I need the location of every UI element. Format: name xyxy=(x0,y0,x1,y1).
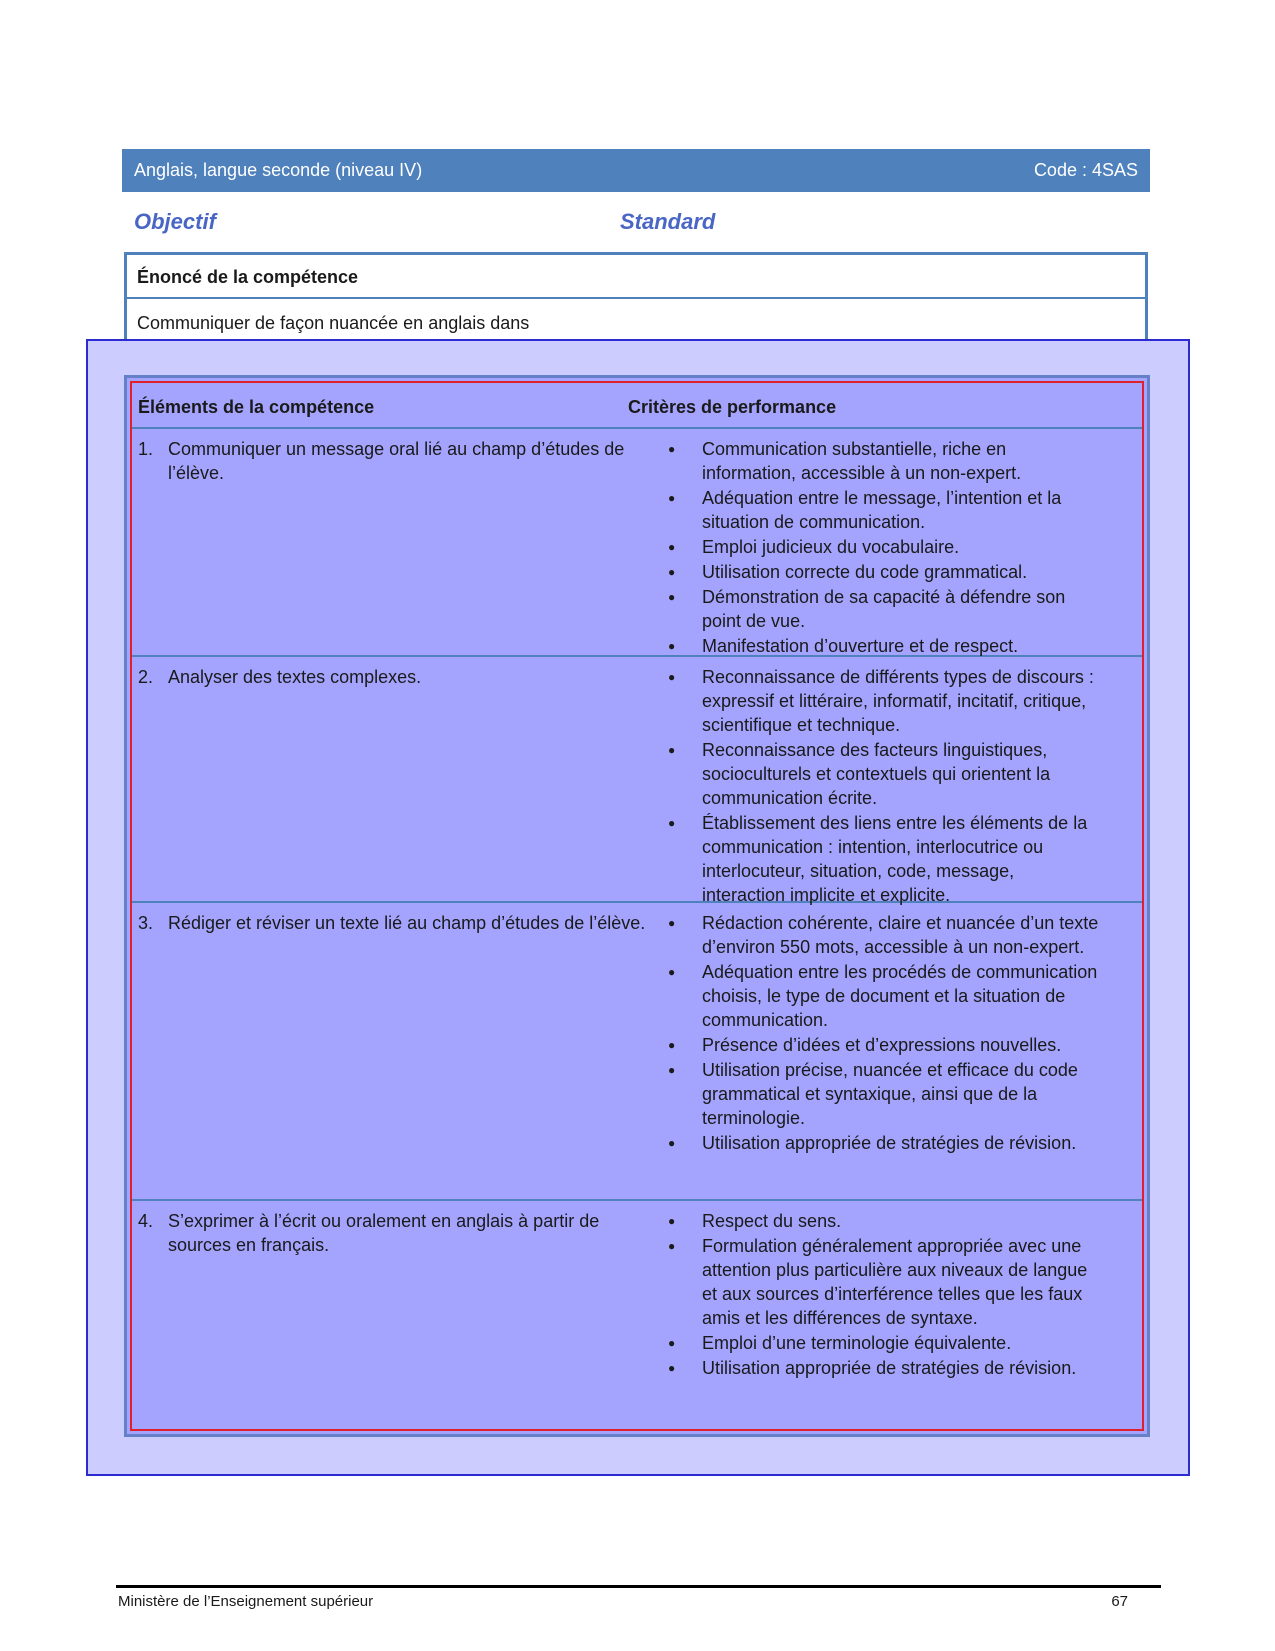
table-row xyxy=(132,901,1142,1201)
criteria-list xyxy=(665,665,1101,908)
criterion-item: ● Rédaction cohérente, claire et nuancée d’un texte d’environ 550 mots, accessible à un non-expert. xyxy=(665,911,1101,959)
objectif-label: Objectif xyxy=(134,209,216,234)
competence-table-inner xyxy=(130,381,1144,1431)
criterion-item: ● Établissement des liens entre les éléments de la communication : intention, interlocutrice ou interlocuteur, situation, code, message, interaction implicite et explicite. xyxy=(665,811,1101,907)
criterion-item: ● Emploi d’une terminologie équivalente. xyxy=(665,1331,1101,1355)
element-text: Rédiger et réviser un texte lié au champ d’études de l’élève. xyxy=(168,913,646,933)
criterion-item: ● Respect du sens. xyxy=(665,1209,1101,1233)
objective-standard-row xyxy=(134,209,756,235)
criterion-item: ● Utilisation correcte du code grammatical. xyxy=(665,560,1101,584)
col-header-elements: Éléments de la compétence xyxy=(138,397,375,417)
criterion-item: ● Emploi judicieux du vocabulaire. xyxy=(665,535,1101,559)
element-cell xyxy=(138,437,658,485)
element-cell xyxy=(138,665,658,689)
element-cell xyxy=(138,911,658,935)
footer-divider xyxy=(116,1585,1161,1588)
criterion-item: ● Adéquation entre les procédés de communication choisis, le type de document et la situation de communication. xyxy=(665,960,1101,1032)
criteria-list xyxy=(665,911,1101,1156)
enonce-text: Communiquer de façon nuancée en anglais dans xyxy=(137,313,530,333)
element-number: 4. xyxy=(138,1211,154,1231)
criterion-item: ● Utilisation appropriée de stratégies de révision. xyxy=(665,1356,1101,1380)
element-number: 2. xyxy=(138,667,154,687)
criterion-item: ● Communication substantielle, riche en information, accessible à un non-expert. xyxy=(665,437,1101,485)
page-footer xyxy=(118,1593,1128,1610)
table-header xyxy=(132,383,1142,429)
element-cell xyxy=(138,1209,658,1257)
element-text: Communiquer un message oral lié au champ d’études de l’élève. xyxy=(168,439,625,483)
element-number: 1. xyxy=(138,439,154,459)
criterion-item: ● Manifestation d’ouverture et de respect. xyxy=(665,634,1101,658)
criterion-item: ● Reconnaissance des facteurs linguistiques, socioculturels et contextuels qui orientent la communication écrite. xyxy=(665,738,1101,810)
page-header-bar xyxy=(122,149,1150,192)
criterion-item: ● Formulation généralement appropriée avec une attention plus particulière aux niveaux de langue et aux sources d’interférence telles que les faux amis et les différences de syntaxe. xyxy=(665,1234,1101,1330)
criterion-item: ● Reconnaissance de différents types de discours : expressif et littéraire, informatif, incitatif, critique, scientifique et technique. xyxy=(665,665,1101,737)
standard-label: Standard xyxy=(620,209,716,234)
page-number: 67 xyxy=(1111,1593,1128,1610)
criteria-list xyxy=(665,1209,1101,1381)
criterion-item: ● Utilisation précise, nuancée et efficace du code grammatical et syntaxique, ainsi que de la terminologie. xyxy=(665,1058,1101,1130)
course-title: Anglais, langue seconde (niveau IV) xyxy=(134,160,423,180)
element-text: Analyser des textes complexes. xyxy=(168,667,422,687)
footer-ministry: Ministère de l’Enseignement supérieur xyxy=(118,1593,374,1610)
criterion-item: ● Présence d’idées et d’expressions nouvelles. xyxy=(665,1033,1101,1057)
table-row xyxy=(132,427,1142,657)
element-number: 3. xyxy=(138,913,154,933)
criterion-item: ● Utilisation appropriée de stratégies de révision. xyxy=(665,1131,1101,1155)
enonce-heading: Énoncé de la compétence xyxy=(127,255,1145,299)
criteria-list xyxy=(665,437,1101,659)
competence-table xyxy=(124,375,1150,1437)
col-header-criteres: Critères de performance xyxy=(628,397,837,417)
table-row xyxy=(132,655,1142,903)
course-code: Code : 4SAS xyxy=(1033,160,1138,180)
element-text: S’exprimer à l’écrit ou oralement en anglais à partir de sources en français. xyxy=(168,1211,600,1255)
criterion-item: ● Démonstration de sa capacité à défendre son point de vue. xyxy=(665,585,1101,633)
criterion-item: ● Adéquation entre le message, l’intention et la situation de communication. xyxy=(665,486,1101,534)
table-row xyxy=(132,1199,1142,1429)
